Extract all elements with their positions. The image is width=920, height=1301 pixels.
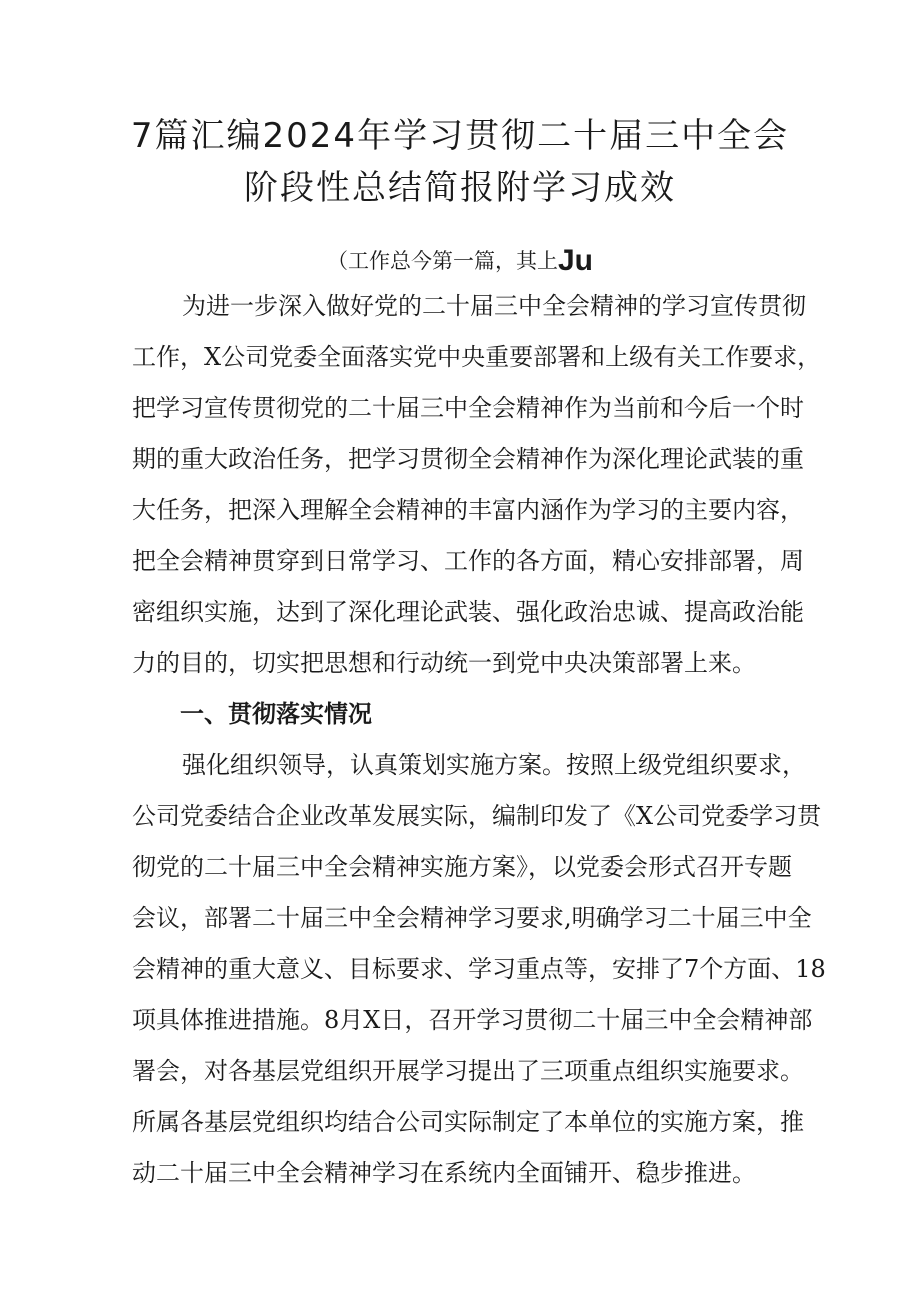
subtitle-prefix: （工作总今第一篇，其上 <box>326 249 558 273</box>
paragraph-1-line: 把全会精神贯穿到日常学习、工作的各方面，精心安排部署，周 <box>132 547 804 575</box>
paragraph-1-line: 把学习宣传贯彻党的二十届三中全会精神作为当前和今后一个时 <box>132 394 804 422</box>
document-subtitle <box>0 244 920 278</box>
paragraph-2-line: 所属各基层党组织均结合公司实际制定了本单位的实施方案，推 <box>132 1108 804 1136</box>
paragraph-1-line: 期的重大政治任务，把学习贯彻全会精神作为深化理论武装的重 <box>132 445 804 473</box>
paragraph-1-line: 力的目的，切实把思想和行动统一到党中央决策部署上来。 <box>132 649 756 677</box>
paragraph-2-line: 公司党委结合企业改革发展实际，编制印发了《X公司党委学习贯 <box>132 802 822 830</box>
section-heading: 一、贯彻落实情况 <box>180 700 372 728</box>
paragraph-2-line: 会议，部署二十届三中全会精神学习要求,明确学习二十届三中全 <box>132 904 812 932</box>
document-title-line-2: 阶段性总结简报附学习成效 <box>244 168 676 208</box>
paragraph-1-line: 密组织实施，达到了深化理论武装、强化政治忠诚、提高政治能 <box>132 598 804 626</box>
paragraph-2-line: 动二十届三中全会精神学习在系统内全面铺开、稳步推进。 <box>132 1159 756 1187</box>
paragraph-2-line: 强化组织领导，认真策划实施方案。按照上级党组织要求， <box>182 751 806 779</box>
paragraph-1-line: 为进一步深入做好党的二十届三中全会精神的学习宣传贯彻 <box>182 292 806 320</box>
paragraph-2-line: 项具体推进措施。8月X日，召开学习贯彻二十届三中全会精神部 <box>132 1006 813 1034</box>
paragraph-1-line: 大任务，把深入理解全会精神的丰富内涵作为学习的主要内容， <box>132 496 804 524</box>
subtitle-suffix: Ju <box>557 244 593 277</box>
paragraph-1-line: 工作，X公司党委全面落实党中央重要部署和上级有关工作要求， <box>132 343 822 371</box>
document-title-line-1: 7篇汇编2024年学习贯彻二十届三中全会 <box>130 116 790 156</box>
paragraph-2-line: 彻党的二十届三中全会精神实施方案》，以党委会形式召开专题 <box>132 853 792 881</box>
paragraph-2-line: 署会，对各基层党组织开展学习提出了三项重点组织实施要求。 <box>132 1057 804 1085</box>
paragraph-2-line: 会精神的重大意义、目标要求、学习重点等，安排了7个方面、18 <box>132 955 826 983</box>
